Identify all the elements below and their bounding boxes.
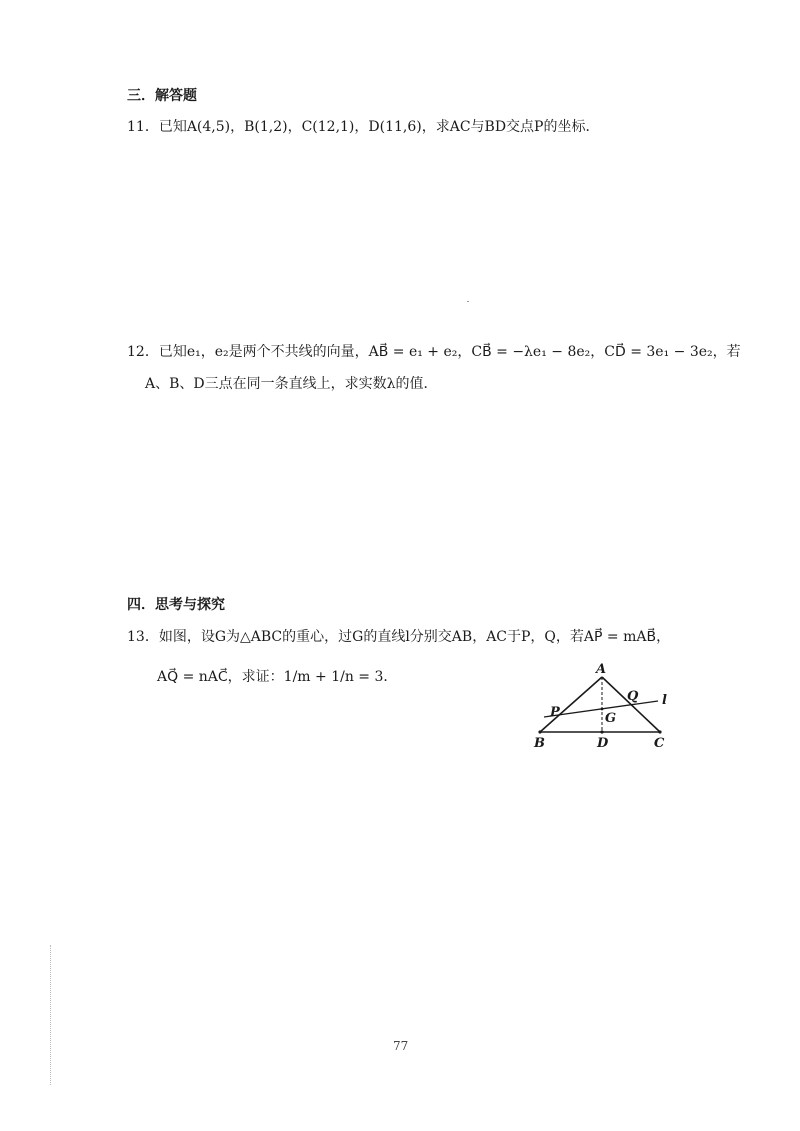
point-d-dot — [600, 730, 603, 733]
label-b: B — [534, 736, 545, 751]
problem-12-line-2: A、B、D三点在同一条直线上，求实数λ的值． — [145, 376, 438, 392]
problem-11: 11．已知A(4,5)，B(1,2)，C(12,1)，D(11,6)，求AC与BD交点P的坐标． — [127, 119, 600, 135]
label-q: Q — [627, 689, 639, 704]
point-g-dot — [601, 708, 604, 711]
label-d: D — [597, 736, 609, 751]
problem-12-line-1: 12．已知e₁，e₂是两个不共线的向量，AB⃗ = e₁ + e₂，CB⃗ = −λe₁ − 8e₂，CD⃗ = 3e₁ − 3e₂，若 — [127, 344, 741, 360]
section-3-heading: 三．解答题 — [127, 88, 197, 104]
label-g: G — [605, 711, 617, 726]
margin-dots — [50, 945, 52, 1085]
stray-mark — [467, 301, 469, 302]
label-c: C — [654, 736, 665, 751]
point-c-dot — [658, 730, 661, 733]
page-number: 77 — [393, 1039, 409, 1053]
point-b-dot — [538, 730, 541, 733]
label-l: l — [662, 693, 667, 708]
problem-13-line-2: AQ⃗ = nAC⃗，求证：1/m + 1/n = 3． — [157, 669, 398, 685]
triangle-figure — [528, 660, 678, 752]
section-4-heading: 四．思考与探究 — [127, 597, 225, 613]
label-a: A — [596, 662, 607, 677]
problem-13-line-1: 13．如图，设G为△ABC的重心，过G的直线l分别交AB，AC于P，Q，若AP⃗ = mAB⃗， — [127, 629, 671, 645]
label-p: P — [550, 705, 560, 720]
